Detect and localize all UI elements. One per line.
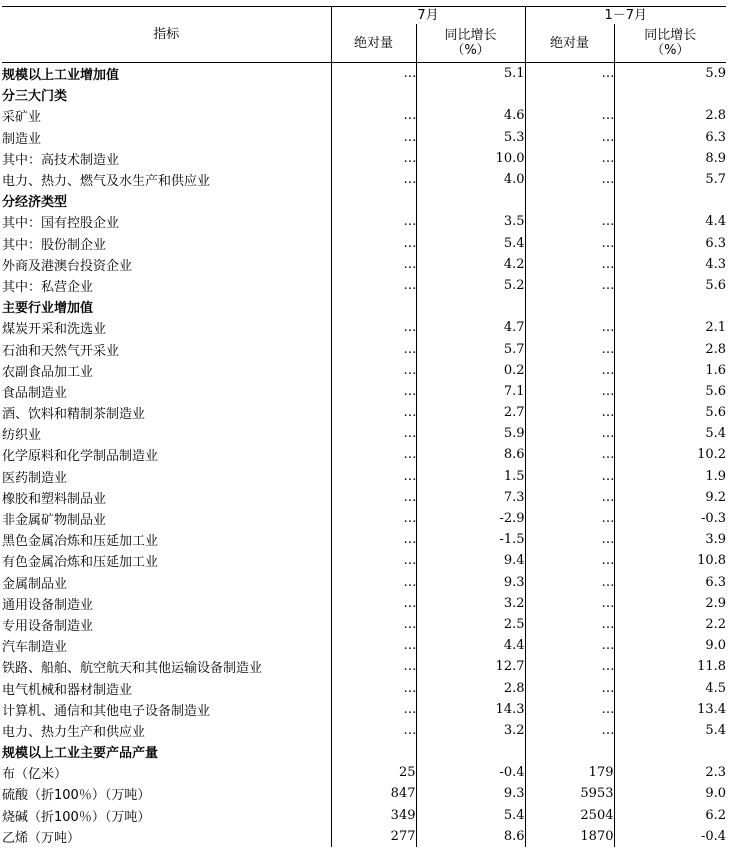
ytd-growth-header (614, 24, 726, 63)
ytd-growth-value: 4.5 (614, 677, 726, 698)
month-absolute-value: 277 (331, 826, 416, 847)
month-growth-value: 9.3 (416, 572, 525, 593)
indicator-name: 其中：股份制企业 (2, 237, 107, 253)
table-row (2, 614, 726, 635)
indicator-name: 石油和天然气开采业 (2, 343, 120, 359)
ytd-growth-value (614, 741, 726, 762)
ytd-absolute-value: 179 (525, 762, 614, 783)
ytd-growth-value: 2.8 (614, 338, 726, 359)
ytd-absolute-value: … (525, 656, 614, 677)
ytd-growth-value: 10.2 (614, 444, 726, 465)
indicator-name: 化学原料和化学制品制造业 (2, 449, 159, 465)
month-absolute-value: … (331, 677, 416, 698)
indicator-name: 铁路、船舶、航空航天和其他运输设备制造业 (2, 661, 263, 677)
ytd-growth-value: 5.6 (614, 275, 726, 296)
month-absolute-value: … (331, 614, 416, 635)
ytd-absolute-value: … (525, 63, 614, 85)
table-row (2, 783, 726, 804)
table-row (2, 487, 726, 508)
month-absolute-value: … (331, 529, 416, 550)
indicator-name: 布（亿米） (2, 767, 68, 783)
ytd-absolute-value: … (525, 572, 614, 593)
table-row (2, 508, 726, 529)
month-growth-value (416, 296, 525, 317)
month-growth-title: 同比增长 (444, 28, 497, 43)
ytd-growth-value: 2.2 (614, 614, 726, 635)
month-absolute-value (331, 296, 416, 317)
ytd-absolute-value: … (525, 254, 614, 275)
table-row (2, 402, 726, 423)
indicator-header: 指标 (2, 7, 331, 63)
table-row (2, 444, 726, 465)
ytd-growth-value: 11.8 (614, 656, 726, 677)
ytd-growth-value: 10.8 (614, 550, 726, 571)
indicator-name: 煤炭开采和洗选业 (2, 322, 107, 338)
ytd-absolute-value: … (525, 105, 614, 126)
month-absolute-value: 25 (331, 762, 416, 783)
indicator-name: 乙烯（万吨） (2, 830, 81, 846)
month-absolute-value: … (331, 317, 416, 338)
ytd-growth-value: 5.4 (614, 720, 726, 741)
month-growth-value: 2.8 (416, 677, 525, 698)
month-growth-value: 14.3 (416, 699, 525, 720)
month-absolute-value: 847 (331, 783, 416, 804)
table-row (2, 572, 726, 593)
ytd-absolute-value: … (525, 423, 614, 444)
ytd-growth-value: 2.8 (614, 105, 726, 126)
table-row (2, 233, 726, 254)
month-growth-value: 4.4 (416, 635, 525, 656)
month-absolute-value: … (331, 63, 416, 85)
month-absolute-value: … (331, 508, 416, 529)
table-row (2, 805, 726, 826)
indicator-name: 医药制造业 (2, 470, 68, 486)
table-row (2, 677, 726, 698)
ytd-absolute-value: 1870 (525, 826, 614, 847)
month-growth-value: 5.2 (416, 275, 525, 296)
ytd-growth-value: 5.6 (614, 402, 726, 423)
table-row (2, 127, 726, 148)
indicator-name: 有色金属冶炼和压延加工业 (2, 555, 159, 571)
table-row (2, 466, 726, 487)
month-absolute-value: … (331, 720, 416, 741)
month-absolute-value: … (331, 572, 416, 593)
table-row (2, 550, 726, 571)
month-absolute-value: … (331, 338, 416, 359)
ytd-growth-value (614, 190, 726, 211)
month-growth-unit: （%） (451, 43, 490, 58)
ytd-growth-value: 6.2 (614, 805, 726, 826)
ytd-growth-value: 2.3 (614, 762, 726, 783)
ytd-growth-value (614, 296, 726, 317)
section-title: 主要行业增加值 (2, 301, 94, 317)
indicator-name: 电气机械和器材制造业 (2, 682, 133, 698)
month-growth-value: 5.9 (416, 423, 525, 444)
table-row (2, 381, 726, 402)
ytd-absolute-value: … (525, 720, 614, 741)
indicator-name: 农副食品加工业 (2, 364, 94, 380)
section-title: 分经济类型 (2, 195, 68, 211)
ytd-growth-value: 1.9 (614, 466, 726, 487)
section-title: 规模以上工业增加值 (2, 68, 120, 84)
month-absolute-value: … (331, 127, 416, 148)
month-growth-value: 1.5 (416, 466, 525, 487)
month-absolute-value: … (331, 148, 416, 169)
ytd-absolute-value: … (525, 677, 614, 698)
month-absolute-value: … (331, 444, 416, 465)
month-growth-value: 12.7 (416, 656, 525, 677)
table-row (2, 423, 726, 444)
industrial-statistics-table (2, 6, 726, 847)
month-absolute-value: 349 (331, 805, 416, 826)
table-row (2, 762, 726, 783)
ytd-absolute-value: … (525, 275, 614, 296)
indicator-name: 其中：私营企业 (2, 279, 94, 295)
ytd-period-header: 1－7月 (525, 7, 726, 25)
month-growth-header (416, 24, 525, 63)
section-row (2, 296, 726, 317)
ytd-growth-unit: （%） (651, 43, 690, 58)
indicator-name: 专用设备制造业 (2, 618, 94, 634)
month-absolute-value: … (331, 466, 416, 487)
month-absolute-header: 绝对量 (331, 24, 416, 63)
table-row (2, 338, 726, 359)
indicator-name: 采矿业 (2, 110, 42, 126)
ytd-growth-value: 2.9 (614, 593, 726, 614)
ytd-absolute-value: … (525, 444, 614, 465)
month-growth-value: 3.5 (416, 211, 525, 232)
month-absolute-value (331, 190, 416, 211)
ytd-growth-value: 3.9 (614, 529, 726, 550)
month-absolute-value: … (331, 487, 416, 508)
ytd-growth-value: 9.2 (614, 487, 726, 508)
ytd-absolute-value: … (525, 508, 614, 529)
table-row (2, 826, 726, 847)
ytd-growth-value: 8.9 (614, 148, 726, 169)
ytd-growth-value: 4.3 (614, 254, 726, 275)
table-row (2, 275, 726, 296)
indicator-name: 烧碱（折100％）（万吨） (2, 809, 151, 825)
indicator-name: 计算机、通信和其他电子设备制造业 (2, 703, 211, 719)
table-row (2, 699, 726, 720)
ytd-growth-value: 9.0 (614, 635, 726, 656)
ytd-absolute-value: … (525, 233, 614, 254)
month-absolute-value: … (331, 550, 416, 571)
month-absolute-value: … (331, 169, 416, 190)
ytd-absolute-value: … (525, 148, 614, 169)
month-period-header: 7月 (331, 7, 525, 25)
month-growth-value (416, 741, 525, 762)
indicator-name: 纺织业 (2, 428, 42, 444)
indicator-name: 橡胶和塑料制品业 (2, 491, 107, 507)
month-absolute-value (331, 84, 416, 105)
month-growth-value: 3.2 (416, 593, 525, 614)
ytd-growth-value (614, 84, 726, 105)
table-row (2, 656, 726, 677)
month-absolute-value: … (331, 656, 416, 677)
month-absolute-value: … (331, 275, 416, 296)
ytd-absolute-value: … (525, 338, 614, 359)
ytd-growth-value: 5.4 (614, 423, 726, 444)
table-body (2, 63, 726, 847)
table-row (2, 211, 726, 232)
ytd-absolute-value: 2504 (525, 805, 614, 826)
ytd-absolute-value: … (525, 635, 614, 656)
section-row (2, 63, 726, 85)
ytd-absolute-value: … (525, 529, 614, 550)
ytd-growth-value: 1.6 (614, 360, 726, 381)
ytd-absolute-value: … (525, 211, 614, 232)
ytd-absolute-value: … (525, 360, 614, 381)
ytd-growth-value: 9.0 (614, 783, 726, 804)
ytd-growth-value: -0.4 (614, 826, 726, 847)
month-growth-value: 2.7 (416, 402, 525, 423)
month-growth-value: 2.5 (416, 614, 525, 635)
ytd-growth-value: 5.7 (614, 169, 726, 190)
ytd-growth-value: 5.6 (614, 381, 726, 402)
ytd-absolute-value: … (525, 487, 614, 508)
table-row (2, 635, 726, 656)
month-absolute-value (331, 741, 416, 762)
ytd-absolute-value: … (525, 402, 614, 423)
table-row (2, 105, 726, 126)
month-absolute-value: … (331, 699, 416, 720)
ytd-growth-value: 5.9 (614, 63, 726, 85)
table-header (2, 7, 726, 63)
month-growth-value: 3.2 (416, 720, 525, 741)
month-growth-value: 5.3 (416, 127, 525, 148)
section-title: 分三大门类 (2, 89, 68, 105)
indicator-name: 通用设备制造业 (2, 597, 94, 613)
ytd-absolute-value: … (525, 317, 614, 338)
indicator-name: 硫酸（折100％）（万吨） (2, 788, 151, 804)
table-row (2, 593, 726, 614)
month-absolute-value: … (331, 233, 416, 254)
month-growth-value: 7.3 (416, 487, 525, 508)
ytd-absolute-value: … (525, 550, 614, 571)
table-row (2, 317, 726, 338)
ytd-growth-title: 同比增长 (644, 28, 697, 43)
ytd-absolute-value: … (525, 381, 614, 402)
month-absolute-value: … (331, 593, 416, 614)
month-absolute-value: … (331, 254, 416, 275)
table-row (2, 148, 726, 169)
table-row (2, 360, 726, 381)
section-row (2, 84, 726, 105)
ytd-absolute-value: … (525, 127, 614, 148)
indicator-name: 外商及港澳台投资企业 (2, 258, 133, 274)
ytd-growth-value: 2.1 (614, 317, 726, 338)
ytd-growth-value: 4.4 (614, 211, 726, 232)
month-growth-value (416, 190, 525, 211)
indicator-name: 电力、热力、燃气及水生产和供应业 (2, 174, 211, 190)
month-growth-value: 9.3 (416, 783, 525, 804)
ytd-absolute-value: … (525, 593, 614, 614)
section-row (2, 190, 726, 211)
ytd-absolute-value (525, 741, 614, 762)
indicator-name: 电力、热力生产和供应业 (2, 724, 146, 740)
month-growth-value: 5.4 (416, 805, 525, 826)
indicator-name: 金属制品业 (2, 576, 68, 592)
month-absolute-value: … (331, 402, 416, 423)
month-absolute-value: … (331, 105, 416, 126)
indicator-name: 汽车制造业 (2, 640, 68, 656)
section-row (2, 741, 726, 762)
ytd-absolute-header: 绝对量 (525, 24, 614, 63)
month-absolute-value: … (331, 635, 416, 656)
indicator-name: 其中：高技术制造业 (2, 152, 120, 168)
month-growth-value: 4.2 (416, 254, 525, 275)
indicator-name: 其中：国有控股企业 (2, 216, 120, 232)
month-growth-value: 10.0 (416, 148, 525, 169)
ytd-growth-value: 6.3 (614, 572, 726, 593)
ytd-absolute-value (525, 84, 614, 105)
indicator-name: 食品制造业 (2, 385, 68, 401)
ytd-growth-value: 6.3 (614, 233, 726, 254)
ytd-absolute-value: … (525, 169, 614, 190)
month-absolute-value: … (331, 423, 416, 444)
indicator-name: 黑色金属冶炼和压延加工业 (2, 534, 159, 550)
month-growth-value: 5.1 (416, 63, 525, 85)
indicator-name: 制造业 (2, 131, 42, 147)
month-growth-value: 8.6 (416, 826, 525, 847)
ytd-growth-value: 6.3 (614, 127, 726, 148)
month-growth-value: 5.4 (416, 233, 525, 254)
month-absolute-value: … (331, 381, 416, 402)
month-growth-value: 9.4 (416, 550, 525, 571)
month-growth-value: 8.6 (416, 444, 525, 465)
month-growth-value: -0.4 (416, 762, 525, 783)
ytd-absolute-value: … (525, 699, 614, 720)
month-growth-value: -1.5 (416, 529, 525, 550)
month-growth-value: 4.7 (416, 317, 525, 338)
ytd-absolute-value: 5953 (525, 783, 614, 804)
indicator-name: 酒、饮料和精制茶制造业 (2, 407, 146, 423)
table-row (2, 720, 726, 741)
ytd-absolute-value (525, 190, 614, 211)
month-growth-value (416, 84, 525, 105)
ytd-absolute-value: … (525, 466, 614, 487)
indicator-name: 非金属矿物制品业 (2, 513, 107, 529)
ytd-absolute-value (525, 296, 614, 317)
month-growth-value: 4.0 (416, 169, 525, 190)
table-row (2, 254, 726, 275)
ytd-absolute-value: … (525, 614, 614, 635)
ytd-growth-value: 13.4 (614, 699, 726, 720)
month-growth-value: 5.7 (416, 338, 525, 359)
month-growth-value: 0.2 (416, 360, 525, 381)
month-growth-value: 4.6 (416, 105, 525, 126)
month-growth-value: 7.1 (416, 381, 525, 402)
ytd-growth-value: -0.3 (614, 508, 726, 529)
month-growth-value: -2.9 (416, 508, 525, 529)
section-title: 规模以上工业主要产品产量 (2, 746, 159, 762)
table-row (2, 169, 726, 190)
month-absolute-value: … (331, 211, 416, 232)
table-row (2, 529, 726, 550)
month-absolute-value: … (331, 360, 416, 381)
